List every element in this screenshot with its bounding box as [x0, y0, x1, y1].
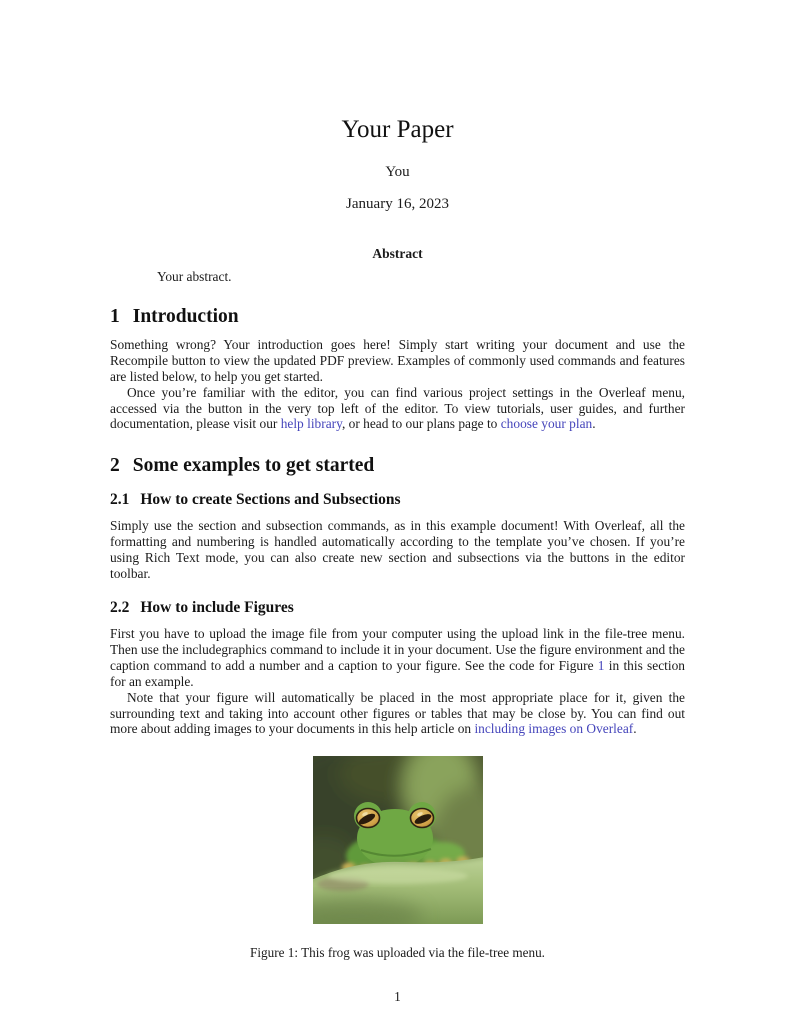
figure-1: [110, 756, 685, 961]
frog-photo-image: [313, 756, 483, 924]
including-images-on-overleaf-link[interactable]: including images on Overleaf: [474, 721, 634, 737]
paper-date: January 16, 2023: [346, 196, 449, 212]
subsection-2-1-title: How to create Sections and Subsections: [140, 491, 401, 509]
abstract-text: Your abstract.: [157, 269, 232, 284]
subsection-2-2-heading: [110, 599, 685, 617]
section-2-heading: [110, 455, 685, 477]
section-1-title: Introduction: [132, 305, 239, 327]
subsection-2-2-paragraph-1: First you have to upload the image file from your computer using the upload link in the file-tree menu. Then use the includegraphics command to include it in your document. Use the figure environment and the caption command to add a number and a caption to your figure. See the code for Figure 1 in this section for an example.: [110, 626, 685, 689]
paper-author: You: [385, 164, 410, 180]
section-1-paragraph-1: Something wrong? Your introduction goes here! Simply start writing your document and use the Recompile button to view the updated PDF preview. Examples of commonly used commands and features are listed below, to help you get started.: [110, 336, 685, 384]
section-2-title: Some examples to get started: [132, 455, 375, 477]
section-1-heading: [110, 306, 685, 328]
section-1-paragraph-2: Once you’re familiar with the editor, you can find various project settings in the Overleaf menu, accessed via the button in the very top left of the editor. To view tutorials, user guides, and further documentation, please visit our help library, or head to our plans page to choose your plan.: [110, 384, 685, 432]
paper-title: Your Paper: [341, 116, 454, 143]
abstract-heading: Abstract: [372, 246, 423, 261]
page-number: 1: [394, 989, 401, 1005]
subsection-2-1-heading: [110, 491, 685, 509]
choose-your-plan-link[interactable]: choose your plan: [500, 416, 593, 432]
subsection-2-1-number: 2.1: [110, 491, 130, 509]
subsection-2-2-paragraph-2: Note that your figure will automatically be placed in the most appropriate place for it, given the surrounding text and taking into account other figures or tables that may be close by. You can find out more about adding images to your documents in this help article on including images on Overleaf.: [110, 689, 685, 737]
figure-1-caption: Figure 1: This frog was uploaded via the file-tree menu.: [250, 945, 545, 961]
subsection-2-2-title: How to include Figures: [140, 599, 294, 617]
figure-1-reference-link[interactable]: 1: [597, 657, 605, 673]
subsection-2-1-paragraph-1: Simply use the section and subsection commands, as in this example document! With Overleaf, all the formatting and numbering is handled automatically according to the template you’ve chosen. If you’re using Rich Text mode, you can also create new section and subsections via the buttons in the editor toolbar.: [110, 518, 685, 582]
section-2-number: 2: [110, 455, 120, 477]
help-library-link[interactable]: help library: [280, 416, 342, 432]
section-1-number: 1: [110, 305, 120, 327]
subsection-2-2-number: 2.2: [110, 599, 130, 617]
